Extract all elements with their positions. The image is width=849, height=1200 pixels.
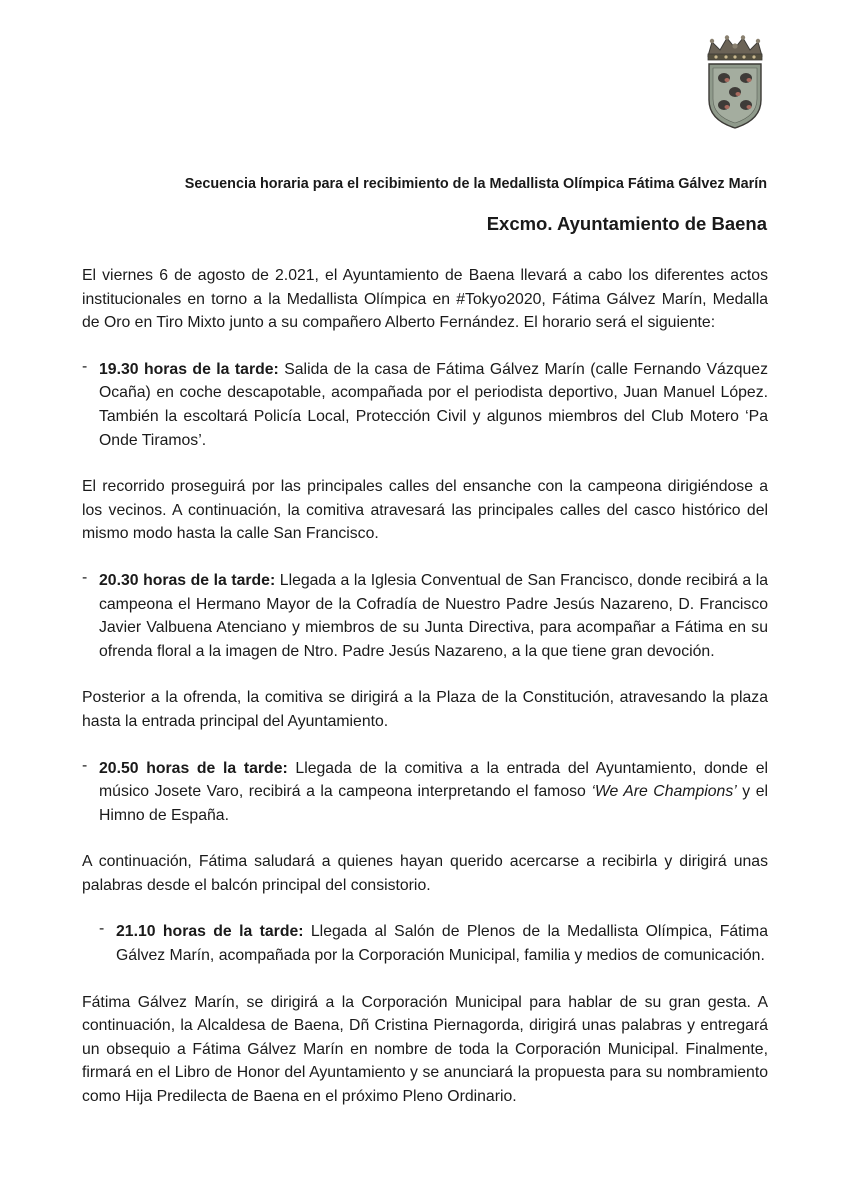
schedule-item-2110: [99, 920, 768, 967]
schedule-time: 20.30 horas de la tarde:: [99, 571, 276, 589]
schedule-text: Llegada a la Iglesia Conventual de San Francisco, donde recibirá a la campeona el Hermano Mayor de la Cofradía de Nuestro Padre Jesús Nazareno, D. Francisco Javier Valbuena Atenciano y miembros de su Junta Directiva, para acompañar a Fátima en su ofrenda floral a la imagen de Ntro. Padre Jesús Nazareno, a la que tiene gran devoción.: [99, 571, 768, 660]
document-body: [82, 264, 768, 1132]
schedule-item-2050: [82, 757, 768, 828]
dash-bullet: -: [82, 357, 88, 375]
closing-paragraph: Fátima Gálvez Marín, se dirigirá a la Corporación Municipal para hablar de su gran gesta. A continuación, la Alcaldesa de Baena, Dñ Cristina Piernagorda, dirigirá unas palabras y entregará un obsequio a Fátima Gálvez Marín en nombre de toda la Corporación Municipal. Finalmente, firmará en el Libro de Honor del Ayuntamiento y se anunciará la propuesta para su nombramiento como Hija Predilecta de Baena en el próximo Pleno Ordinario.: [82, 993, 768, 1106]
song-title: ‘We Are Champions’: [591, 783, 737, 801]
schedule-time: 20.50 horas de la tarde:: [99, 759, 288, 777]
route-paragraph: El recorrido proseguirá por las principales calles del ensanche con la campeona dirigiéndose a los vecinos. A continuación, la comitiva atravesará las principales calles del casco histórico del mismo modo hasta la calle San Francisco.: [82, 478, 768, 543]
intro-paragraph: El viernes 6 de agosto de 2.021, el Ayuntamiento de Baena llevará a cabo los diferentes actos institucionales en torno a la Medallista Olímpica en #Tokyo2020, Fátima Gálvez Marín, Medalla de Oro en Tiro Mixto junto a su compañero Alberto Fernández. El horario será el siguiente:: [82, 267, 768, 332]
schedule-text: Llegada al Salón de Plenos de la Medallista Olímpica, Fátima Gálvez Marín, acompañada por la Corporación Municipal, familia y medios de comunicación.: [116, 923, 768, 965]
schedule-text: Salida de la casa de Fátima Gálvez Marín (calle Fernando Vázquez Ocaña) en coche descapotable, acompañada por el periodista deportivo, Juan Manuel López. También la escoltará Policía Local, Protección Civil y algunos miembros del Club Motero ‘Pa Onde Tiramos’.: [99, 360, 768, 449]
organization-name: Excmo. Ayuntamiento de Baena: [486, 213, 767, 234]
dash-bullet: -: [82, 756, 88, 774]
schedule-text: Llegada de la comitiva a la entrada del Ayuntamiento, donde el músico Josete Varo, recibirá a la campeona interpretando el famoso: [99, 759, 768, 801]
dash-bullet: -: [99, 920, 105, 938]
schedule-item-1930: [82, 358, 768, 452]
offering-paragraph: Posterior a la ofrenda, la comitiva se dirigirá a la Plaza de la Constitución, atravesando la plaza hasta la entrada principal del Ayuntamiento.: [82, 689, 768, 730]
document-title: Secuencia horaria para el recibimiento de la Medallista Olímpica Fátima Gálvez Marín: [184, 176, 767, 192]
schedule-time: 21.10 horas de la tarde:: [116, 923, 304, 941]
balcony-paragraph: A continuación, Fátima saludará a quienes hayan querido acercarse a recibirla y dirigirá unas palabras desde el balcón principal del consistorio.: [82, 853, 768, 894]
baena-coat-of-arms-icon: [704, 34, 766, 130]
schedule-text-end: y el Himno de España.: [99, 783, 768, 824]
dash-bullet: -: [82, 568, 88, 586]
schedule-item-2030: [82, 569, 768, 663]
schedule-time: 19.30 horas de la tarde:: [99, 360, 279, 378]
